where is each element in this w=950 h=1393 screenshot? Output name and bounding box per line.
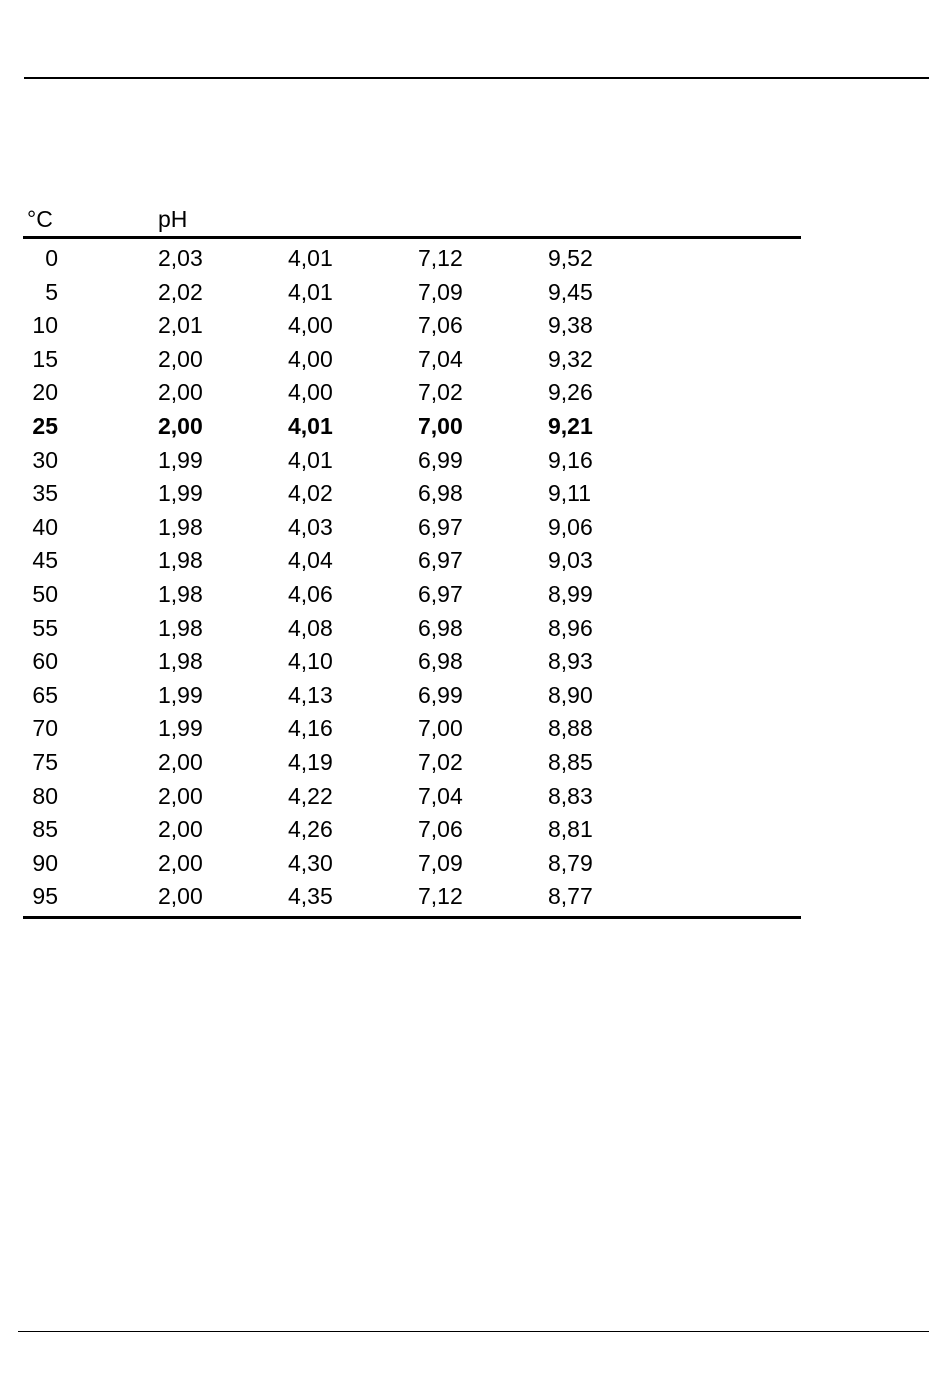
table-body — [23, 239, 801, 919]
ph-value-cell: 4,02 — [288, 480, 333, 507]
table-header — [23, 203, 801, 239]
ph-value-cell: 8,79 — [548, 849, 593, 876]
ph-value-cell: 1,99 — [158, 681, 203, 708]
ph-value-cell: 2,00 — [158, 748, 203, 775]
ph-value-cell: 6,97 — [418, 547, 463, 574]
ph-value-cell: 8,88 — [548, 715, 593, 742]
temperature-cell: 65 — [32, 681, 58, 708]
temperature-cell: 85 — [32, 816, 58, 843]
ph-value-cell: 6,99 — [418, 681, 463, 708]
ph-value-cell: 6,97 — [418, 580, 463, 607]
table-row — [23, 847, 801, 881]
ph-value-cell: 1,98 — [158, 513, 203, 540]
ph-value-cell: 4,10 — [288, 648, 333, 675]
ph-value-cell: 4,01 — [288, 278, 333, 305]
ph-value-cell: 4,30 — [288, 849, 333, 876]
ph-value-cell: 9,45 — [548, 278, 593, 305]
temperature-cell: 15 — [32, 345, 58, 372]
ph-value-cell: 7,09 — [418, 849, 463, 876]
ph-value-cell: 8,99 — [548, 580, 593, 607]
table-row — [23, 343, 801, 377]
ph-value-cell: 1,98 — [158, 614, 203, 641]
ph-value-cell: 4,22 — [288, 782, 333, 809]
table-row — [23, 679, 801, 713]
ph-value-cell: 9,21 — [548, 412, 593, 439]
ph-value-cell: 4,04 — [288, 547, 333, 574]
table-row — [23, 578, 801, 612]
temperature-cell: 5 — [45, 278, 58, 305]
ph-buffer-table — [23, 203, 801, 919]
temperature-cell: 10 — [32, 312, 58, 339]
ph-value-cell: 9,52 — [548, 245, 593, 271]
table-row — [23, 309, 801, 343]
temperature-cell: 80 — [32, 782, 58, 809]
ph-value-cell: 7,00 — [418, 412, 463, 439]
ph-value-cell: 1,99 — [158, 446, 203, 473]
table-row — [23, 746, 801, 780]
table-row — [23, 780, 801, 814]
temperature-cell: 40 — [32, 513, 58, 540]
ph-value-cell: 9,38 — [548, 312, 593, 339]
ph-value-cell: 4,00 — [288, 379, 333, 406]
ph-value-cell: 1,99 — [158, 480, 203, 507]
ph-value-cell: 4,00 — [288, 345, 333, 372]
ph-value-cell: 7,12 — [418, 245, 463, 271]
temperature-cell: 75 — [32, 748, 58, 775]
ph-value-cell: 2,00 — [158, 816, 203, 843]
ph-value-cell: 7,04 — [418, 345, 463, 372]
ph-value-cell: 1,98 — [158, 580, 203, 607]
ph-value-cell: 1,98 — [158, 547, 203, 574]
ph-value-cell: 6,99 — [418, 446, 463, 473]
ph-value-cell: 2,01 — [158, 312, 203, 339]
table-row — [23, 645, 801, 679]
ph-value-cell: 8,96 — [548, 614, 593, 641]
table-row — [23, 813, 801, 847]
ph-value-cell: 9,11 — [548, 480, 592, 507]
temperature-cell: 70 — [32, 715, 58, 742]
ph-value-cell: 7,09 — [418, 278, 463, 305]
ph-value-cell: 9,26 — [548, 379, 593, 406]
ph-value-cell: 4,13 — [288, 681, 333, 708]
ph-value-cell: 7,04 — [418, 782, 463, 809]
ph-value-cell: 8,77 — [548, 883, 593, 910]
temperature-cell: 0 — [45, 245, 58, 271]
ph-value-cell: 4,01 — [288, 245, 333, 271]
ph-value-cell: 7,02 — [418, 748, 463, 775]
temperature-cell: 35 — [32, 480, 58, 507]
ph-value-cell: 8,93 — [548, 648, 593, 675]
table-row — [23, 376, 801, 410]
ph-value-cell: 1,98 — [158, 648, 203, 675]
header-rule — [24, 77, 929, 79]
table-row — [23, 276, 801, 310]
temperature-cell: 25 — [32, 412, 58, 439]
ph-value-cell: 2,00 — [158, 782, 203, 809]
footer-rule — [18, 1331, 929, 1332]
ph-value-cell: 1,99 — [158, 715, 203, 742]
table-row — [23, 444, 801, 478]
ph-value-cell: 4,03 — [288, 513, 333, 540]
ph-value-cell: 4,06 — [288, 580, 333, 607]
temperature-cell: 30 — [32, 446, 58, 473]
ph-value-cell: 7,06 — [418, 312, 463, 339]
ph-value-cell: 7,02 — [418, 379, 463, 406]
temperature-cell: 95 — [32, 883, 58, 910]
table-row — [23, 612, 801, 646]
ph-value-cell: 9,03 — [548, 547, 593, 574]
table-row — [23, 477, 801, 511]
ph-value-cell: 9,16 — [548, 446, 593, 473]
ph-value-cell: 4,16 — [288, 715, 333, 742]
ph-value-cell: 8,85 — [548, 748, 593, 775]
table-row — [23, 242, 801, 276]
ph-value-cell: 7,12 — [418, 883, 463, 910]
temperature-cell: 60 — [32, 648, 58, 675]
ph-value-cell: 4,01 — [288, 412, 333, 439]
temperature-cell: 55 — [32, 614, 58, 641]
ph-value-cell: 2,00 — [158, 412, 203, 439]
temperature-cell: 90 — [32, 849, 58, 876]
table-row — [23, 712, 801, 746]
ph-value-cell: 4,26 — [288, 816, 333, 843]
ph-value-cell: 2,02 — [158, 278, 203, 305]
ph-value-cell: 8,81 — [548, 816, 593, 843]
ph-value-cell: 7,00 — [418, 715, 463, 742]
ph-value-cell: 2,00 — [158, 849, 203, 876]
ph-value-cell: 4,01 — [288, 446, 333, 473]
temperature-column-header: °C — [27, 206, 53, 232]
ph-value-cell: 2,00 — [158, 379, 203, 406]
ph-value-cell: 4,19 — [288, 748, 333, 775]
ph-value-cell: 9,32 — [548, 345, 593, 372]
table-row — [23, 880, 801, 914]
ph-value-cell: 8,90 — [548, 681, 593, 708]
ph-column-header: pH — [158, 206, 188, 232]
ph-value-cell: 9,06 — [548, 513, 593, 540]
temperature-cell: 45 — [32, 547, 58, 574]
ph-value-cell: 8,83 — [548, 782, 593, 809]
table-row — [23, 410, 801, 444]
ph-value-cell: 2,03 — [158, 245, 203, 271]
ph-value-cell: 2,00 — [158, 345, 203, 372]
ph-value-cell: 2,00 — [158, 883, 203, 910]
ph-value-cell: 6,98 — [418, 648, 463, 675]
ph-value-cell: 4,00 — [288, 312, 333, 339]
temperature-cell: 50 — [32, 580, 58, 607]
ph-value-cell: 6,97 — [418, 513, 463, 540]
table-row — [23, 511, 801, 545]
ph-value-cell: 4,35 — [288, 883, 333, 910]
ph-value-cell: 4,08 — [288, 614, 333, 641]
table-row — [23, 544, 801, 578]
ph-value-cell: 6,98 — [418, 480, 463, 507]
ph-value-cell: 6,98 — [418, 614, 463, 641]
temperature-cell: 20 — [32, 379, 58, 406]
ph-value-cell: 7,06 — [418, 816, 463, 843]
